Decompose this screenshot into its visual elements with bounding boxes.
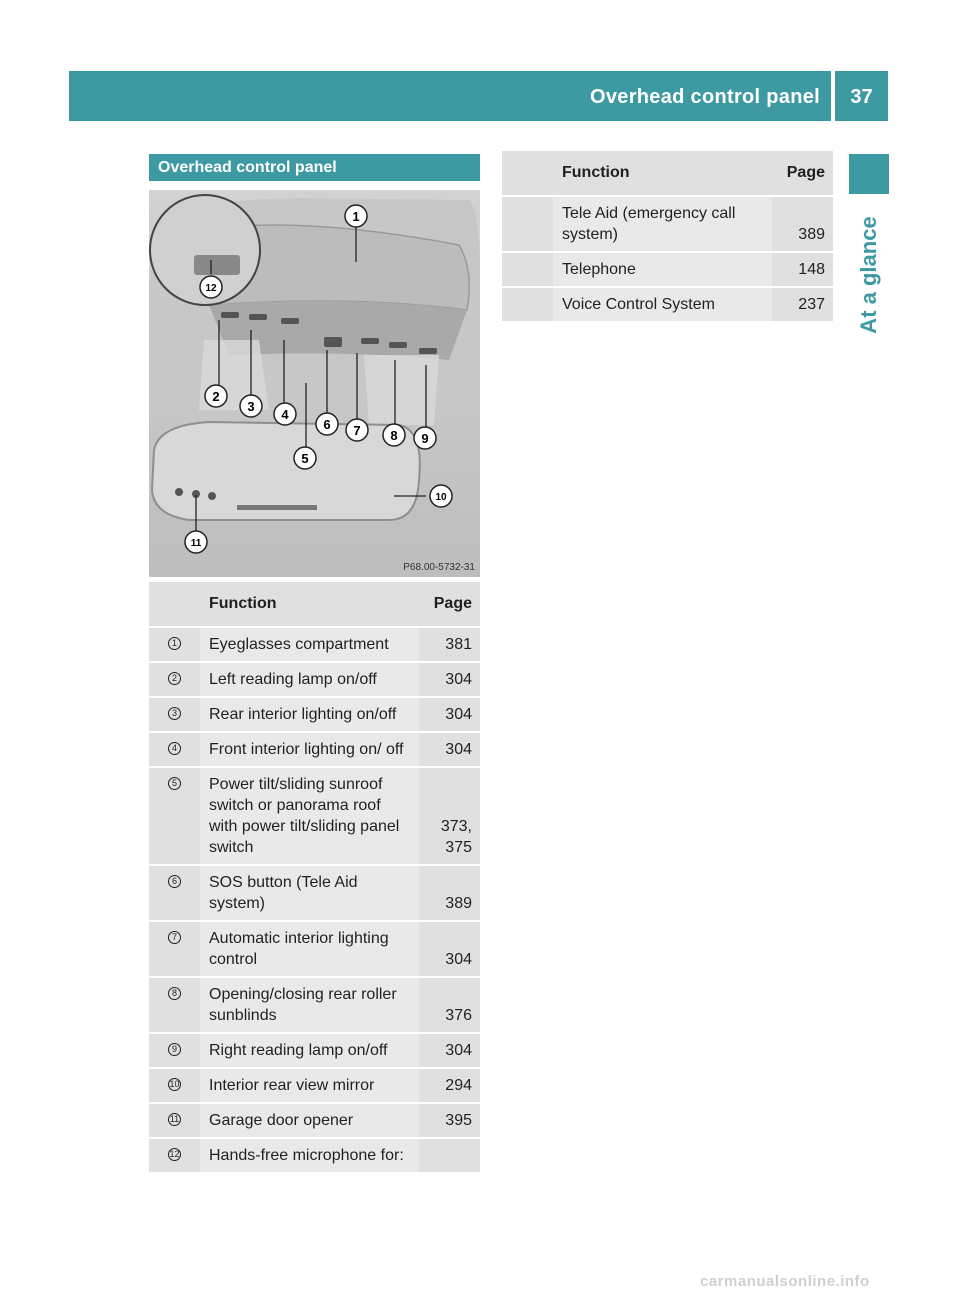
callout-number: 12 <box>169 1149 180 1159</box>
table-header-row <box>149 582 480 627</box>
table-row <box>149 865 480 921</box>
running-header-title: Overhead control panel <box>590 86 820 108</box>
function-cell: Interior rear view mirror <box>200 1068 419 1103</box>
svg-text:6: 6 <box>323 417 331 432</box>
garage-button-3 <box>208 492 216 500</box>
page-cell: 373, 375 <box>419 767 480 865</box>
function-table-left <box>149 582 480 1174</box>
footer-watermark: carmanualsonline.info <box>700 1273 870 1290</box>
page-cell: 389 <box>419 865 480 921</box>
row-number-cell <box>149 662 200 697</box>
table-row <box>149 1068 480 1103</box>
function-cell: SOS button (Tele Aid system) <box>200 865 419 921</box>
page-cell: 395 <box>419 1103 480 1138</box>
function-cell: Automatic interior lighting control <box>200 921 419 977</box>
table-row <box>149 1103 480 1138</box>
page-cell: 381 <box>419 627 480 662</box>
page-cell: 304 <box>419 921 480 977</box>
svg-text:7: 7 <box>353 423 361 438</box>
table-row <box>149 662 480 697</box>
row-number-cell <box>149 977 200 1033</box>
row-number-cell <box>149 767 200 865</box>
table-row <box>149 1138 480 1173</box>
row-number-cell <box>149 1103 200 1138</box>
svg-text:3: 3 <box>247 399 255 414</box>
svg-text:5: 5 <box>301 451 309 466</box>
right-lamp-lens <box>364 355 439 425</box>
row-number-cell <box>149 627 200 662</box>
table-row <box>502 252 833 287</box>
callout-number: 9 <box>168 1043 181 1056</box>
table-row <box>149 732 480 767</box>
function-cell: Opening/closing rear roller sunblinds <box>200 977 419 1033</box>
row-number-cell <box>502 252 553 287</box>
callout-8 <box>383 424 405 446</box>
row-number-cell <box>149 1138 200 1173</box>
callout-12 <box>200 276 222 298</box>
svg-text:2: 2 <box>212 389 220 404</box>
page-cell <box>419 1138 480 1173</box>
callout-number: 2 <box>168 672 181 685</box>
page-cell: 304 <box>419 662 480 697</box>
function-table-right <box>502 151 833 323</box>
svg-text:9: 9 <box>421 431 429 446</box>
row-number-cell <box>149 1033 200 1068</box>
callout-5 <box>294 447 316 469</box>
function-cell: Tele Aid (emergency call system) <box>553 196 772 252</box>
svg-text:8: 8 <box>390 428 398 443</box>
page-cell: 376 <box>419 977 480 1033</box>
page-header: Page <box>772 151 833 196</box>
page-cell: 148 <box>772 252 833 287</box>
table-row <box>149 767 480 865</box>
row-number-cell <box>149 921 200 977</box>
function-header: Function <box>200 582 419 627</box>
row-number-cell <box>502 196 553 252</box>
row-number-cell <box>149 1068 200 1103</box>
page-number: 37 <box>850 86 873 108</box>
page-cell: 237 <box>772 287 833 322</box>
num-header <box>149 582 200 627</box>
figure-code: P68.00-5732-31 <box>403 562 475 573</box>
callout-3 <box>240 395 262 417</box>
side-tab-marker <box>849 154 889 194</box>
callout-11 <box>185 531 207 553</box>
function-cell: Voice Control System <box>553 287 772 322</box>
callout-6 <box>316 413 338 435</box>
side-tab-label <box>838 200 900 350</box>
page-header: Page <box>419 582 480 627</box>
side-tab-text: At a glance <box>856 216 881 334</box>
svg-text:12: 12 <box>205 283 217 294</box>
row-number-cell <box>149 732 200 767</box>
callout-number: 8 <box>168 987 181 1000</box>
callout-9 <box>414 427 436 449</box>
svg-text:4: 4 <box>281 407 289 422</box>
page-cell: 304 <box>419 697 480 732</box>
microphone-grille <box>194 255 240 275</box>
callout-number: 3 <box>168 707 181 720</box>
table-row <box>502 287 833 322</box>
function-cell: Front interior lighting on/ off <box>200 732 419 767</box>
table-row <box>149 697 480 732</box>
table-row <box>149 921 480 977</box>
table-header-row <box>502 151 833 196</box>
callout-4 <box>274 403 296 425</box>
callout-2 <box>205 385 227 407</box>
svg-text:10: 10 <box>435 492 447 503</box>
table-row <box>149 977 480 1033</box>
callout-number: 6 <box>168 875 181 888</box>
row-number-cell <box>502 287 553 322</box>
function-cell: Telephone <box>553 252 772 287</box>
mirror-slot <box>237 505 317 510</box>
function-header: Function <box>553 151 772 196</box>
section-title: Overhead control panel <box>158 159 337 176</box>
function-cell: Right reading lamp on/off <box>200 1033 419 1068</box>
page-cell: 304 <box>419 732 480 767</box>
illustration-svg <box>149 190 480 577</box>
table-row <box>149 627 480 662</box>
function-cell: Rear interior lighting on/off <box>200 697 419 732</box>
function-cell: Left reading lamp on/off <box>200 662 419 697</box>
callout-number: 1 <box>168 637 181 650</box>
callout-1 <box>345 205 367 227</box>
page-cell: 389 <box>772 196 833 252</box>
page-cell: 304 <box>419 1033 480 1068</box>
callout-number: 7 <box>168 931 181 944</box>
page-cell: 294 <box>419 1068 480 1103</box>
overhead-panel-illustration <box>149 190 480 577</box>
row-number-cell <box>149 697 200 732</box>
callout-number: 4 <box>168 742 181 755</box>
function-cell: Garage door opener <box>200 1103 419 1138</box>
callout-number: 11 <box>169 1114 180 1124</box>
row-number-cell <box>149 865 200 921</box>
callout-10 <box>430 485 452 507</box>
function-cell: Eyeglasses compartment <box>200 627 419 662</box>
garage-button-1 <box>175 488 183 496</box>
callout-number: 10 <box>169 1079 180 1089</box>
num-header <box>502 151 553 196</box>
function-cell: Power tilt/sliding sunroof switch or panorama roof with power tilt/sliding panel switch <box>200 767 419 865</box>
table-row <box>149 1033 480 1068</box>
function-cell: Hands-free microphone for: <box>200 1138 419 1173</box>
callout-7 <box>346 419 368 441</box>
svg-text:1: 1 <box>352 209 360 224</box>
svg-text:11: 11 <box>190 538 202 549</box>
table-row <box>502 196 833 252</box>
callout-number: 5 <box>168 777 181 790</box>
